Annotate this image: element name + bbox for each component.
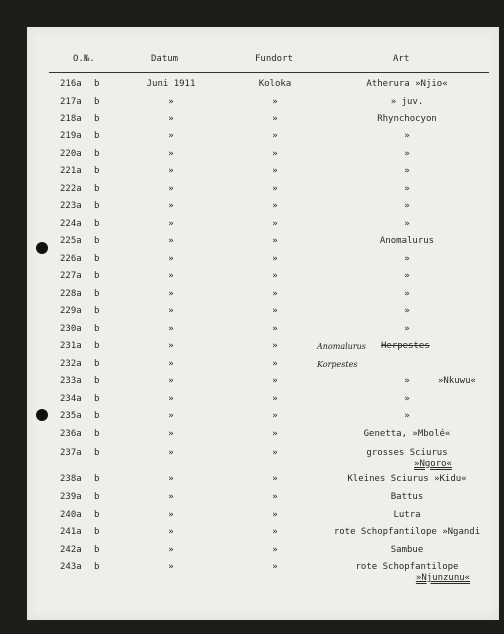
cell-b: b xyxy=(94,429,100,439)
cell-b: b xyxy=(94,236,100,246)
table-row xyxy=(27,524,499,541)
table-row xyxy=(27,268,499,285)
handwritten-note: Anomalurus xyxy=(317,342,366,351)
table-row xyxy=(27,426,499,443)
cell-species: » xyxy=(404,254,410,264)
cell-b: b xyxy=(94,341,100,351)
cell-no: 218a xyxy=(60,114,82,124)
cell-species: Battus xyxy=(390,492,424,502)
cell-b: b xyxy=(94,219,100,229)
cell-b: b xyxy=(94,376,100,386)
cell-no: 217a xyxy=(60,97,82,107)
cell-date: » xyxy=(168,429,174,439)
cell-date: » xyxy=(168,545,174,555)
cell-date: » xyxy=(168,359,174,369)
cell-place: » xyxy=(272,359,278,369)
cell-no: 239a xyxy=(60,492,82,502)
table-row xyxy=(27,391,499,408)
cell-place: » xyxy=(272,474,278,484)
table-row xyxy=(27,181,499,198)
document-page xyxy=(27,27,499,620)
cell-place: » xyxy=(272,545,278,555)
cell-date: » xyxy=(168,376,174,386)
cell-date: » xyxy=(168,492,174,502)
cell-date: » xyxy=(168,527,174,537)
cell-b: b xyxy=(94,114,100,124)
cell-no: 242a xyxy=(60,545,82,555)
cell-date: » xyxy=(168,236,174,246)
cell-place: » xyxy=(272,236,278,246)
cell-place: » xyxy=(272,114,278,124)
cell-species: Lutra xyxy=(393,510,421,520)
cell-b: b xyxy=(94,201,100,211)
handwritten-note: Korpestes xyxy=(317,360,358,369)
cell-no: 236a xyxy=(60,429,82,439)
table-row xyxy=(27,94,499,111)
cell-no: 237a xyxy=(60,448,82,458)
cell-date: » xyxy=(168,448,174,458)
cell-place: » xyxy=(272,306,278,316)
table-row xyxy=(27,559,499,583)
cell-species: » xyxy=(404,376,410,386)
header-rule xyxy=(49,72,489,73)
header-place: Fundort xyxy=(255,54,293,64)
cell-species: Kleines Sciurus »Kidu« xyxy=(347,474,467,484)
cell-species: » xyxy=(404,324,410,334)
cell-b: b xyxy=(94,545,100,555)
cell-no: 228a xyxy=(60,289,82,299)
table-row xyxy=(27,303,499,320)
cell-species: Herpestes xyxy=(381,341,430,351)
cell-b: b xyxy=(94,562,100,572)
cell-species: » xyxy=(404,411,410,421)
cell-b: b xyxy=(94,79,100,89)
table-row xyxy=(27,542,499,559)
cell-date: » xyxy=(168,271,174,281)
cell-place: » xyxy=(272,97,278,107)
cell-place: » xyxy=(272,201,278,211)
cell-date: » xyxy=(168,166,174,176)
cell-species: » xyxy=(404,184,410,194)
table-row xyxy=(27,111,499,128)
table-row xyxy=(27,286,499,303)
table-row xyxy=(27,471,499,488)
cell-place: » xyxy=(272,254,278,264)
cell-date: » xyxy=(168,341,174,351)
cell-species: » xyxy=(404,306,410,316)
cell-place: » xyxy=(272,429,278,439)
table-row xyxy=(27,373,499,390)
cell-local-name: »Njunzunu« xyxy=(415,573,471,583)
cell-b: b xyxy=(94,306,100,316)
table-row xyxy=(27,163,499,180)
cell-date: » xyxy=(168,289,174,299)
table-row xyxy=(27,445,499,469)
cell-no: 234a xyxy=(60,394,82,404)
cell-species: Genetta, »Mbolé« xyxy=(363,429,451,439)
cell-place: » xyxy=(272,341,278,351)
table-row xyxy=(27,146,499,163)
cell-b: b xyxy=(94,254,100,264)
cell-species: » xyxy=(404,219,410,229)
cell-place: » xyxy=(272,492,278,502)
cell-species: » xyxy=(404,131,410,141)
cell-species: » xyxy=(404,149,410,159)
cell-no: 240a xyxy=(60,510,82,520)
cell-date: » xyxy=(168,184,174,194)
cell-no: 224a xyxy=(60,219,82,229)
cell-date: » xyxy=(168,394,174,404)
cell-b: b xyxy=(94,97,100,107)
cell-place: » xyxy=(272,376,278,386)
cell-no: 219a xyxy=(60,131,82,141)
cell-no: 216a xyxy=(60,79,82,89)
table-row xyxy=(27,251,499,268)
cell-no: 223a xyxy=(60,201,82,211)
cell-no: 220a xyxy=(60,149,82,159)
table-row xyxy=(27,408,499,425)
cell-b: b xyxy=(94,527,100,537)
cell-date: » xyxy=(168,562,174,572)
cell-b: b xyxy=(94,492,100,502)
cell-place: » xyxy=(272,289,278,299)
cell-b: b xyxy=(94,131,100,141)
cell-b: b xyxy=(94,184,100,194)
cell-no: 226a xyxy=(60,254,82,264)
cell-date: » xyxy=(168,219,174,229)
cell-place: » xyxy=(272,184,278,194)
table-row xyxy=(27,489,499,506)
cell-species: rote Schopfantilope »Ngandi xyxy=(333,527,481,537)
cell-place: » xyxy=(272,562,278,572)
cell-no: 229a xyxy=(60,306,82,316)
cell-b: b xyxy=(94,324,100,334)
cell-b: b xyxy=(94,411,100,421)
cell-date: » xyxy=(168,474,174,484)
cell-b: b xyxy=(94,394,100,404)
cell-species: » xyxy=(404,201,410,211)
cell-place: » xyxy=(272,448,278,458)
table-row xyxy=(27,356,499,373)
table-row xyxy=(27,128,499,145)
cell-date: » xyxy=(168,306,174,316)
cell-no: 225a xyxy=(60,236,82,246)
cell-place: » xyxy=(272,166,278,176)
table-row xyxy=(27,507,499,524)
cell-species: » juv. xyxy=(390,97,424,107)
table-header xyxy=(27,51,499,68)
cell-place: » xyxy=(272,219,278,229)
cell-species: » xyxy=(404,271,410,281)
cell-place: » xyxy=(272,131,278,141)
cell-no: 231a xyxy=(60,341,82,351)
cell-b: b xyxy=(94,271,100,281)
table-row xyxy=(27,321,499,338)
cell-no: 222a xyxy=(60,184,82,194)
cell-no: 235a xyxy=(60,411,82,421)
cell-no: 233a xyxy=(60,376,82,386)
cell-place: » xyxy=(272,271,278,281)
header-species: Art xyxy=(393,54,410,64)
cell-b: b xyxy=(94,149,100,159)
table-row xyxy=(27,338,499,355)
cell-species: Anomalurus xyxy=(379,236,435,246)
cell-date: » xyxy=(168,324,174,334)
cell-date: » xyxy=(168,201,174,211)
cell-local-name: »Nkuwu« xyxy=(438,376,476,386)
cell-b: b xyxy=(94,166,100,176)
cell-no: 232a xyxy=(60,359,82,369)
cell-place: » xyxy=(272,411,278,421)
cell-b: b xyxy=(94,359,100,369)
cell-date: Juni 1911 xyxy=(146,79,196,89)
cell-date: » xyxy=(168,510,174,520)
cell-no: 230a xyxy=(60,324,82,334)
table-row xyxy=(27,76,499,93)
cell-no: 221a xyxy=(60,166,82,176)
cell-no: 243a xyxy=(60,562,82,572)
cell-place: » xyxy=(272,324,278,334)
cell-date: » xyxy=(168,131,174,141)
cell-species: grosses Sciurus xyxy=(366,448,448,458)
cell-b: b xyxy=(94,289,100,299)
cell-date: » xyxy=(168,114,174,124)
table-row xyxy=(27,233,499,250)
table-row xyxy=(27,216,499,233)
cell-place: » xyxy=(272,149,278,159)
cell-date: » xyxy=(168,149,174,159)
cell-no: 238a xyxy=(60,474,82,484)
cell-local-name: »Ngoro« xyxy=(414,459,452,469)
cell-date: » xyxy=(168,97,174,107)
cell-species: Rhynchocyon xyxy=(377,114,437,124)
cell-place: » xyxy=(272,394,278,404)
cell-no: 227a xyxy=(60,271,82,281)
cell-b: b xyxy=(94,474,100,484)
cell-species: » xyxy=(404,166,410,176)
cell-species: » xyxy=(404,289,410,299)
cell-species: Sambue xyxy=(390,545,424,555)
cell-b: b xyxy=(94,510,100,520)
cell-place: » xyxy=(272,510,278,520)
cell-date: » xyxy=(168,411,174,421)
cell-species: rote Schopfantilope xyxy=(355,562,459,572)
cell-place: » xyxy=(272,527,278,537)
cell-date: » xyxy=(168,254,174,264)
cell-place: Koloka xyxy=(258,79,292,89)
table-row xyxy=(27,198,499,215)
cell-species: Atherura »Njio« xyxy=(366,79,448,89)
header-date: Datum xyxy=(151,54,179,64)
cell-species: » xyxy=(404,394,410,404)
cell-no: 241a xyxy=(60,527,82,537)
header-no: O.№. xyxy=(73,54,95,64)
cell-b: b xyxy=(94,448,100,458)
